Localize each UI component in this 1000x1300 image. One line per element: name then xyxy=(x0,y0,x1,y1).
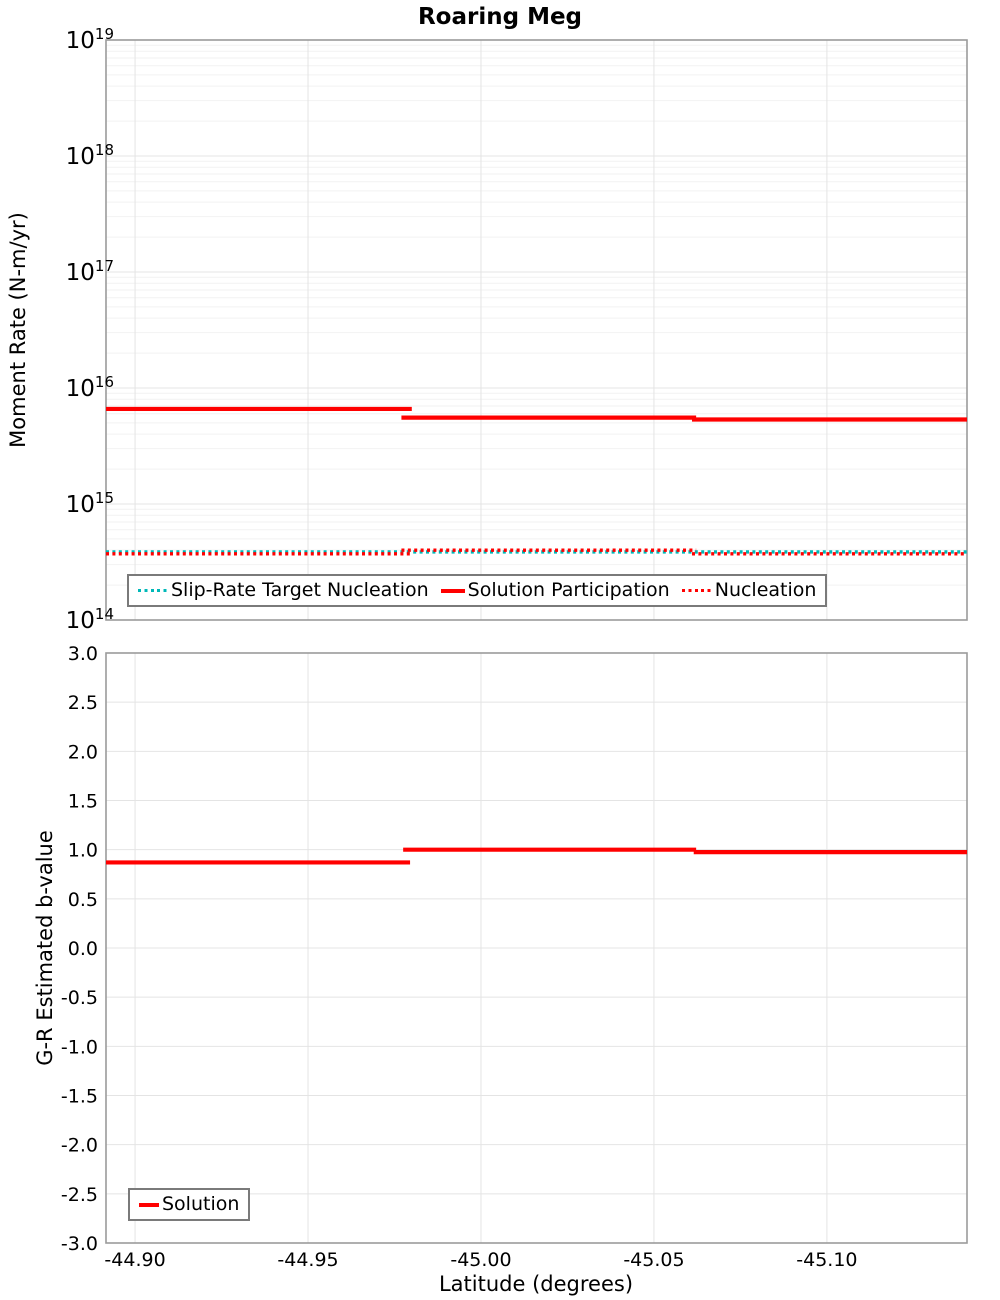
legend-label: Solution Participation xyxy=(467,579,670,601)
top-y-tick-label: $10^{15}$ xyxy=(65,489,114,518)
legend-item-solution xyxy=(139,1195,239,1214)
bottom-y-tick-label: -1.5 xyxy=(60,1085,98,1108)
x-tick-label: -44.95 xyxy=(277,1249,339,1271)
bottom-y-tick-label: 1.0 xyxy=(67,839,98,862)
red-solid-line-sample xyxy=(139,1203,159,1207)
x-tick-label: -45.00 xyxy=(450,1249,512,1271)
bottom-y-axis-label: G-R Estimated b-value xyxy=(33,830,57,1066)
red-dotted-line-sample xyxy=(682,589,712,593)
top-plot-border xyxy=(106,40,967,620)
legend-label: Slip-Rate Target Nucleation xyxy=(171,579,429,601)
legend-item-slip-rate-target-nucleation xyxy=(138,581,429,600)
bottom-y-tick-label: 3.0 xyxy=(67,643,98,665)
bottom-y-tick-label: 2.0 xyxy=(67,741,98,764)
legend-label: Nucleation xyxy=(714,579,817,601)
bottom-y-tick-label: 2.5 xyxy=(67,692,98,715)
top-y-tick-label: $10^{18}$ xyxy=(65,141,114,170)
top-y-tick-label: $10^{19}$ xyxy=(65,25,114,54)
x-tick-label: -45.05 xyxy=(623,1249,685,1271)
chart-title: Roaring Meg xyxy=(417,4,583,30)
x-axis-label: Latitude (degrees) xyxy=(438,1272,634,1296)
top-y-tick-label: $10^{14}$ xyxy=(65,605,114,634)
bottom-y-tick-label: -2.5 xyxy=(60,1183,98,1206)
top-y-tick-label: $10^{16}$ xyxy=(65,373,114,402)
bottom-legend xyxy=(128,1188,250,1221)
teal-dotted-line-sample xyxy=(138,589,168,593)
bottom-y-tick-label: 1.5 xyxy=(67,790,98,813)
bottom-y-tick-label: -1.0 xyxy=(60,1036,98,1059)
top-y-axis-label: Moment Rate (N-m/yr) xyxy=(6,212,30,448)
bottom-y-tick-label: 0.5 xyxy=(67,888,98,911)
legend-label: Solution xyxy=(162,1193,240,1215)
top-legend xyxy=(127,574,827,607)
x-tick-label: -44.90 xyxy=(104,1249,166,1271)
bottom-y-tick-label: 0.0 xyxy=(67,938,98,960)
bottom-y-tick-label: -0.5 xyxy=(60,987,98,1010)
legend-item-nucleation xyxy=(682,581,817,600)
bottom-y-tick-label: -3.0 xyxy=(60,1233,98,1255)
bottom-y-tick-label: -2.0 xyxy=(60,1134,98,1157)
legend-item-solution-participation xyxy=(441,581,670,600)
red-solid-line-sample xyxy=(441,589,465,593)
top-y-tick-label: $10^{17}$ xyxy=(65,257,114,286)
x-tick-label: -45.10 xyxy=(796,1249,858,1271)
